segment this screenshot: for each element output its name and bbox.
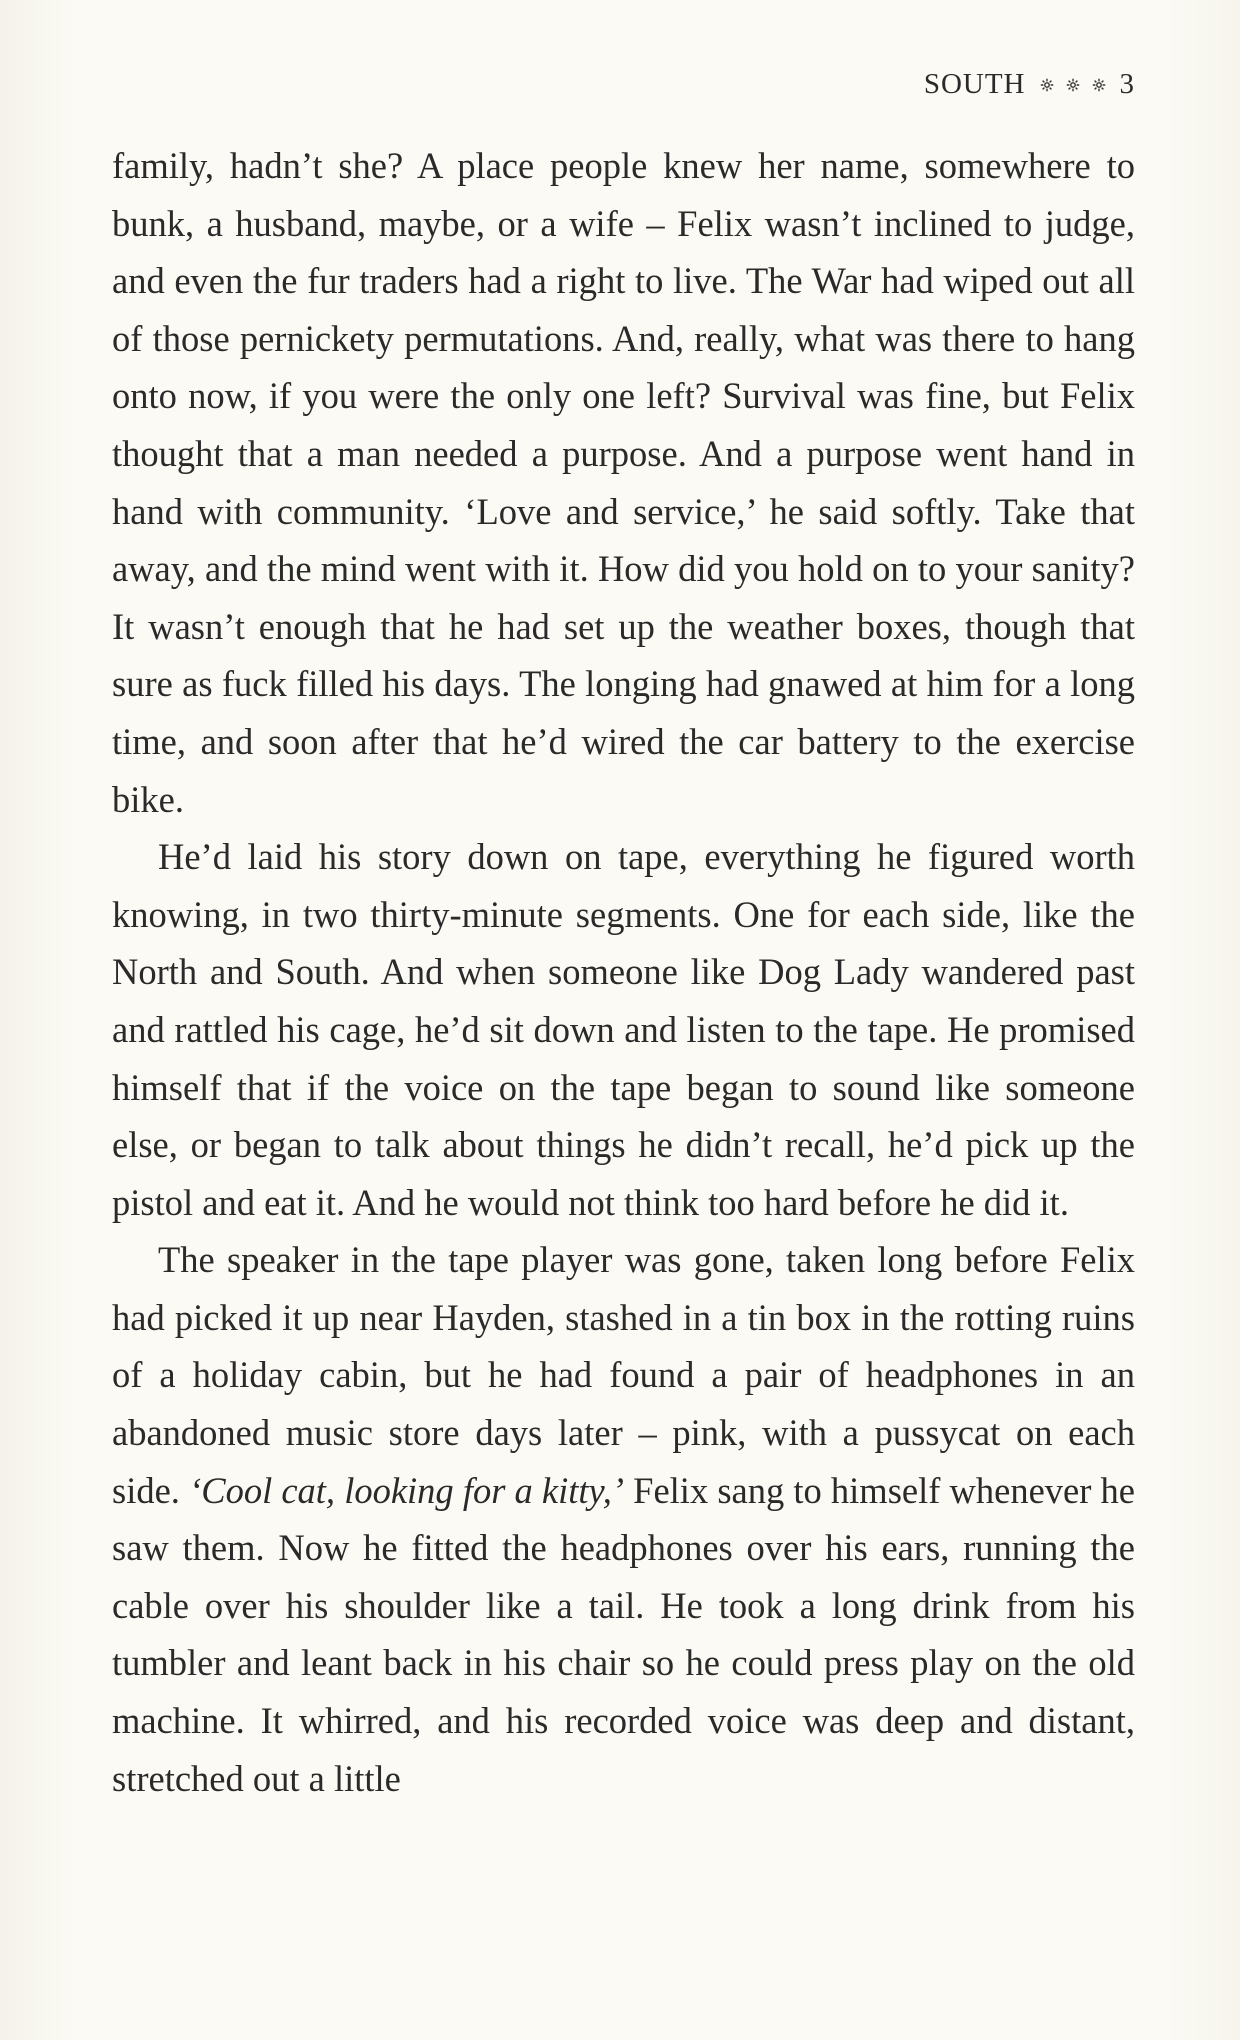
paragraph-text: Felix sang to himself whenever he saw them. Now he fitted the headphones over his ears, running the cable over his shoulder like a tail. He took a long drink from his tumbler and leant back in his chair so he could press play on the old machine. It whirred, and his recorded voice was deep and distant, stretched out a little: [112, 1469, 1135, 1799]
running-title: SOUTH: [923, 68, 1026, 100]
paragraph: [112, 828, 1135, 1231]
paragraph-text: He’d laid his story down on tape, everything he figured worth knowing, in two thirty-minute segments. One for each side, like the North and South. And when someone like Dog Lady wandered past and rattled his cage, he’d sit down and listen to the tape. He promised himself that if the voice on the tape began to sound like someone else, or began to talk about things he didn’t recall, he’d pick up the pistol and eat it. And he would not think too hard before he did it.: [112, 836, 1135, 1223]
italic-lyric: ‘Cool cat, looking for a kitty,’: [189, 1469, 625, 1511]
flower-ornament-icon: [1040, 78, 1106, 92]
paragraph-text: family, hadn’t she? A place people knew her name, somewhere to bunk, a husband, maybe, or a wife – Felix wasn’t inclined to judge, and even the fur traders had a right to live. The War had wiped out all of those pernickety permutations. And, really, what was there to hang onto now, if you were the only one left? Survival was fine, but Felix thought that a man needed a purpose. And a purpose went hand in hand with community. ‘Love and service,’ he said softly. Take that away, and the mind went with it. How did you hold on to your sanity? It wasn’t enough that he had set up the weather boxes, though that sure as fuck filled his days. The longing had gnawed at him for a long time, and soon after that he’d wired the car battery to the exercise bike.: [112, 145, 1135, 820]
paragraph-text: The speaker in the tape player was gone, taken long before Felix had picked it up near Hayden, stashed in a tin box in the rotting ruins of a holiday cabin, but he had found a pair of headphones in an abandoned music store days later – pink, with a pussycat on each side.: [112, 1239, 1135, 1511]
body-text: [112, 137, 1135, 1807]
paragraph: [112, 1231, 1135, 1807]
running-header: [924, 68, 1135, 101]
page-number: 3: [1119, 68, 1135, 100]
paragraph: [112, 137, 1135, 828]
